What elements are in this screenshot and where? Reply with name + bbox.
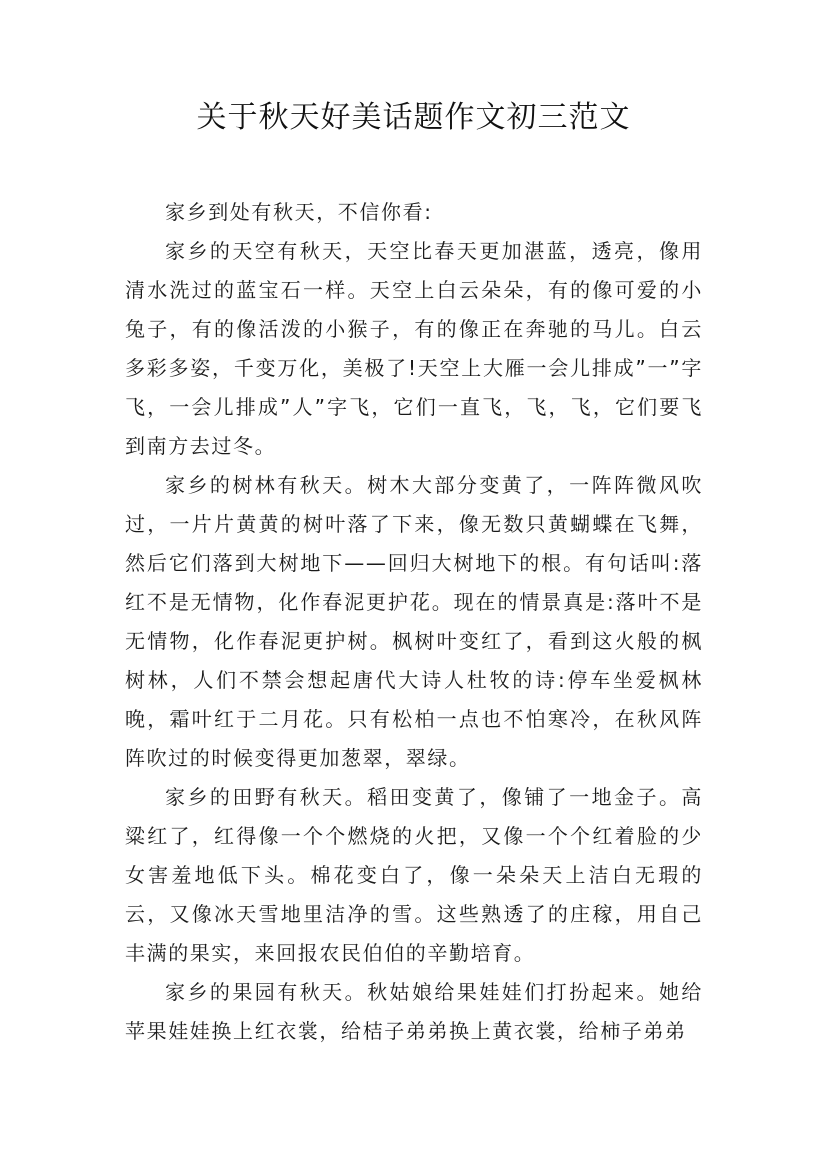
paragraph: 家乡的天空有秋天，天空比春天更加湛蓝，透亮，像用清水洗过的蓝宝石一样。天空上白云朵朵，有的像可爱的小兔子，有的像活泼的小猴子，有的像正在奔驰的马儿。白云多彩多姿，千变万化，美极了!天空上大雁一会儿排成”一”字飞，一会儿排成”人”字飞，它们一直飞，飞，飞，它们要飞到南方去过冬。 [125, 239, 703, 458]
paragraph: 家乡的树林有秋天。树木大部分变黄了，一阵阵微风吹过，一片片黄黄的树叶落了下来，像无数只黄蝴蝶在飞舞，然后它们落到大树地下——回归大树地下的根。有句话叫:落红不是无情物，化作春泥更护花。现在的情景真是:落叶不是无情物，化作春泥更护树。枫树叶变红了，看到这火般的枫树林，人们不禁会想起唐代大诗人杜牧的诗:停车坐爱枫林晚，霜叶红于二月花。只有松柏一点也不怕寒冷，在秋风阵阵吹过的时候变得更加葱翠，翠绿。 [125, 473, 703, 770]
paragraph: 家乡的果园有秋天。秋姑娘给果娃娃们打扮起来。她给苹果娃娃换上红衣裳，给桔子弟弟换上黄衣裳，给柿子弟弟 [125, 980, 703, 1043]
paragraph: 家乡到处有秋天，不信你看: [165, 200, 433, 224]
paragraph: 家乡的田野有秋天。稻田变黄了，像铺了一地金子。高粱红了，红得像一个个燃烧的火把，又像一个个红着脸的少女害羞地低下头。棉花变白了，像一朵朵天上洁白无瑕的云，又像冰天雪地里洁净的雪。这些熟透了的庄稼，用自己丰满的果实，来回报农民伯伯的辛勤培育。 [125, 785, 703, 965]
document-title: 关于秋天好美话题作文初三范文 [196, 100, 631, 135]
document-body [125, 193, 703, 1051]
